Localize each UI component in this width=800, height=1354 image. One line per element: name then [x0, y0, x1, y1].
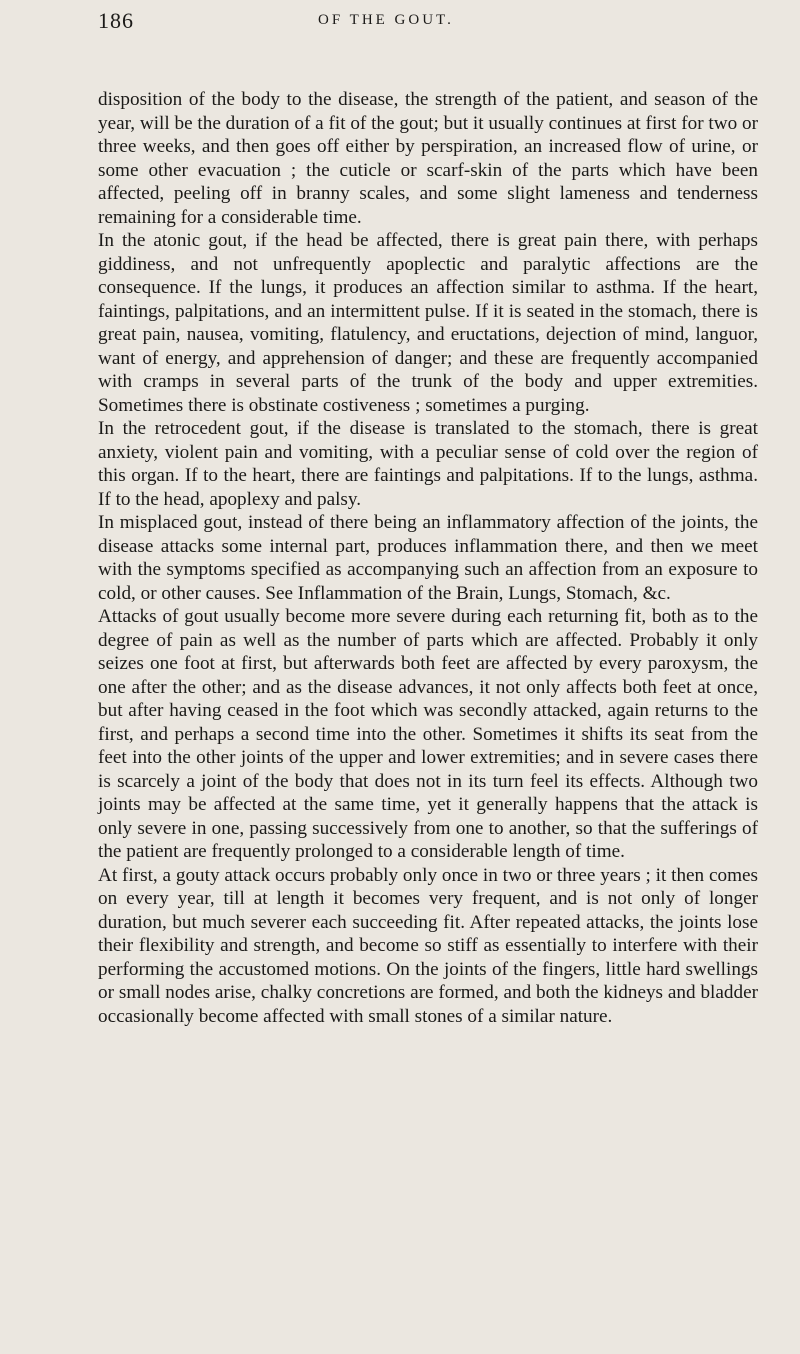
- paragraph-retrocedent-gout: In the retrocedent gout, if the disease is translated to the stomach, there is great anxiety, violent pain and vomiting, with a peculiar sense of cold over the region of this organ. If to the heart, there are faintings and palpitations. If to the lungs, asthma. If to the head, apoplexy and palsy.: [98, 418, 758, 510]
- paragraph-chronic-attacks: At first, a gouty attack occurs probably only once in two or three years ; it then comes on every year, till at length it becomes very frequent, and is not only of longer duration, but much severer each succeeding fit. After repeated attacks, the joints lose their flexibility and strength, and become so stiff as essentially to interfere with their performing the accustomed motions. On the joints of the fingers, little hard swellings or small nodes arise, chalky concretions are formed, and both the kidneys and bladder occasionally become affected with small stones of a similar nature.: [98, 864, 758, 1027]
- paragraph-misplaced-gout: In misplaced gout, instead of there being an inflammatory affection of the joints, the disease attacks some internal part, produces inflammation there, and then we meet with the symptoms specified as accompanying such an affection from an exposure to cold, or other causes. See Inflammation of the Brain, Lungs, Stomach, &c.: [98, 512, 758, 604]
- running-title: OF THE GOUT.: [318, 12, 454, 28]
- paragraph-returning-fits: Attacks of gout usually become more severe during each returning fit, both as to the degree of pain as well as the number of parts which are affected. Probably it only seizes one foot at first, but afterwards both feet are affected by every paroxysm, the one after the other; and as the disease advances, it not only affects both feet at once, but after having ceased in the foot which was secondly attacked, again returns to the first, and perhaps a second time into the other. Sometimes it shifts its seat from the feet into the other joints of the upper and lower extremities; and in severe cases there is scarcely a joint of the body that does not in its turn feel its effects. Although two joints may be affected at the same time, yet it generally happens that the attack is only severe in one, passing successively from one to another, so that the sufferings of the patient are frequently prolonged to a considerable length of time.: [98, 606, 758, 862]
- body-text: [98, 88, 758, 1028]
- page-number: 186: [98, 8, 134, 33]
- running-head: [98, 6, 758, 42]
- paragraph-continuation: disposition of the body to the disease, the strength of the patient, and season of the year, will be the duration of a fit of the gout; but it usually continues at first for two or three weeks, and then goes off either by perspiration, an increased flow of urine, or some other evacuation ; the cuticle or scarf-skin of the parts which have been affected, peeling off in branny scales, and some slight lameness and tenderness remaining for a considerable time.: [98, 89, 758, 228]
- paragraph-atonic-gout: In the atonic gout, if the head be affected, there is great pain there, with perhaps giddiness, and not unfrequently apoplectic and paralytic affections are the consequence. If the lungs, it produces an affection similar to asthma. If the heart, faintings, palpitations, and an intermittent pulse. If it is seated in the stomach, there is great pain, nausea, vomiting, flatulency, and eructations, dejection of mind, languor, want of energy, and apprehension of danger; and these are frequently accompanied with cramps in several parts of the trunk of the body and upper extremities. Sometimes there is obstinate costiveness ; sometimes a purging.: [98, 230, 758, 416]
